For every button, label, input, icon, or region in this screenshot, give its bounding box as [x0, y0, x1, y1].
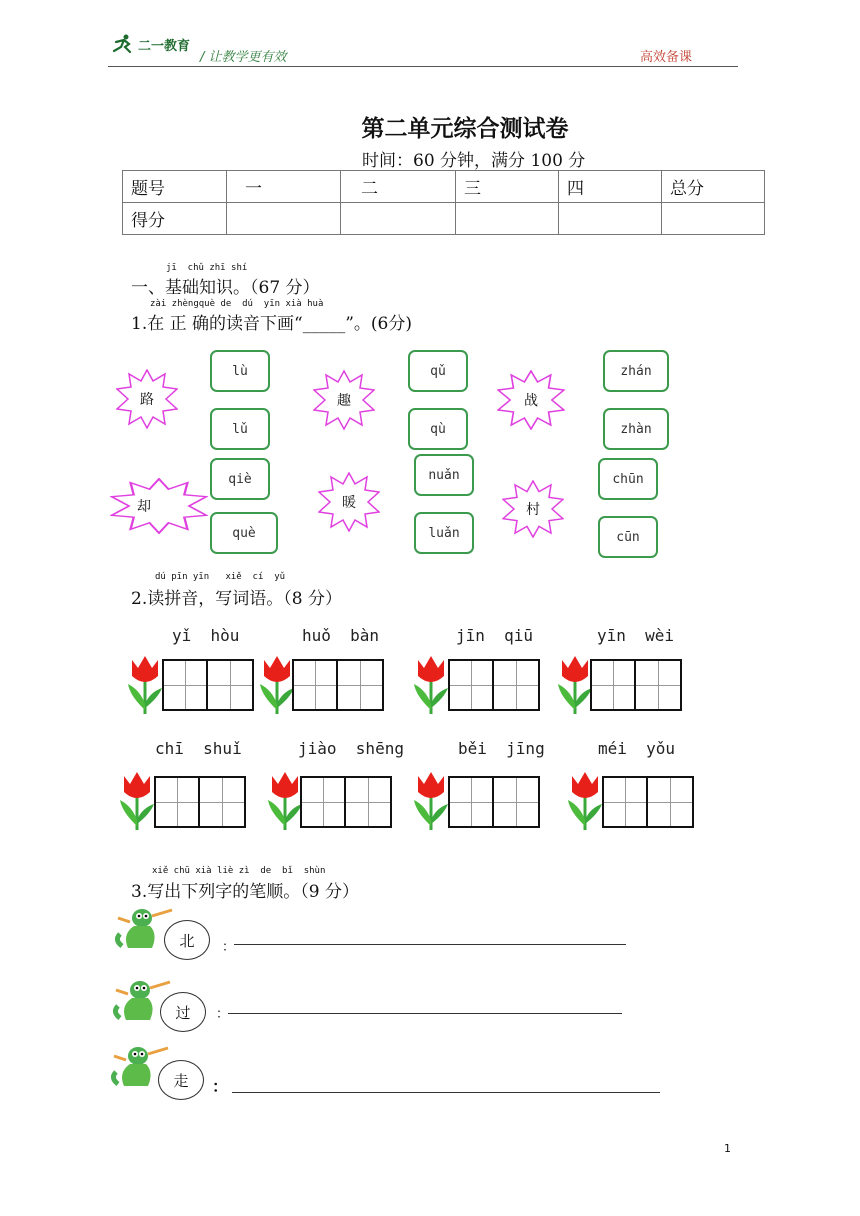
tagline: / 让教学更有效 [200, 50, 287, 65]
grid-cell[interactable] [162, 659, 208, 711]
char-label: 趣 [337, 393, 351, 409]
grid-cell[interactable] [494, 659, 540, 711]
colon: ： [216, 1007, 230, 1022]
tulip-icon [410, 652, 452, 716]
word-pinyin: jīn qiū [456, 626, 534, 645]
table-cell: 三 [456, 171, 559, 203]
writing-grid[interactable] [602, 776, 694, 828]
char-oval: 走 [158, 1060, 204, 1100]
brand-name: 二一教育 [138, 38, 191, 54]
score-input-cell[interactable] [456, 203, 559, 235]
table-row [123, 171, 765, 203]
grid-cell[interactable] [648, 776, 694, 828]
q3-text: 3.写出下列字的笔顺。（9 分） [131, 882, 359, 902]
score-input-cell[interactable] [559, 203, 662, 235]
grid-cell[interactable] [200, 776, 246, 828]
star-char [313, 370, 375, 430]
grid-cell[interactable] [338, 659, 384, 711]
brand-logo [110, 34, 190, 54]
grid-cell[interactable] [494, 776, 540, 828]
exam-subtitle: 时间：60 分钟，满分 100 分 [362, 151, 586, 171]
table-cell: 四 [559, 171, 662, 203]
char-label: 却 [137, 499, 151, 515]
grid-cell[interactable] [292, 659, 338, 711]
section1-pinyin: jī chǔ zhī shí [166, 263, 248, 273]
writing-grid[interactable] [300, 776, 392, 828]
score-input-cell[interactable] [341, 203, 456, 235]
word-pinyin: yǐ hòu [172, 626, 240, 645]
q1-pinyin: zài zhèngquè de dú yīn xià huà [150, 299, 324, 309]
writing-grid[interactable] [154, 776, 246, 828]
score-input-cell[interactable] [662, 203, 765, 235]
answer-line[interactable] [228, 1013, 622, 1014]
grid-cell[interactable] [154, 776, 200, 828]
page-number: 1 [724, 1142, 731, 1155]
answer-line[interactable] [232, 1092, 660, 1093]
grid-cell[interactable] [448, 659, 494, 711]
grid-cell[interactable] [300, 776, 346, 828]
grid-cell[interactable] [602, 776, 648, 828]
pinyin-option[interactable]: qǔ [408, 350, 468, 392]
writing-grid[interactable] [590, 659, 682, 711]
table-cell: 题号 [123, 171, 227, 203]
word-pinyin: huǒ bàn [302, 626, 380, 645]
pinyin-option[interactable]: què [210, 512, 278, 554]
star-char [116, 369, 178, 429]
runner-logo-icon [110, 34, 136, 54]
word-pinyin: chī shuǐ [155, 739, 242, 758]
answer-line[interactable] [234, 944, 626, 945]
writing-grid[interactable] [162, 659, 254, 711]
score-input-cell[interactable] [227, 203, 341, 235]
grid-cell[interactable] [346, 776, 392, 828]
word-pinyin: yīn wèi [597, 626, 675, 645]
tulip-icon [564, 768, 606, 832]
score-table [122, 170, 765, 235]
header-divider [108, 66, 738, 67]
char-oval: 过 [160, 992, 206, 1032]
pinyin-option[interactable]: lǔ [210, 408, 270, 450]
tulip-icon [410, 768, 452, 832]
char-label: 暖 [342, 495, 356, 511]
pinyin-option[interactable]: zhàn [603, 408, 669, 450]
grid-cell[interactable] [448, 776, 494, 828]
starburst-icon [110, 478, 208, 534]
q2-pinyin: dú pīn yīn xiě cí yǔ [155, 572, 286, 582]
pinyin-option[interactable]: chūn [598, 458, 658, 500]
table-cell: 二 [341, 171, 456, 203]
char-label: 村 [526, 502, 540, 518]
pinyin-option[interactable]: qù [408, 408, 468, 450]
word-pinyin: méi yǒu [598, 739, 676, 758]
pinyin-option[interactable]: qiè [210, 458, 270, 500]
writing-grid[interactable] [448, 659, 540, 711]
pinyin-option[interactable]: zhán [603, 350, 669, 392]
star-char [110, 478, 208, 534]
pinyin-option[interactable]: nuǎn [414, 454, 474, 496]
page-title: 第二单元综合测试卷 [361, 115, 569, 142]
writing-grid[interactable] [448, 776, 540, 828]
table-row [123, 203, 765, 235]
word-pinyin: jiào shēng [298, 739, 404, 758]
pinyin-option[interactable]: cūn [598, 516, 658, 558]
char-oval: 北 [164, 920, 210, 960]
tulip-icon [116, 768, 158, 832]
q1-text: 1.在 正 确的读音下画“_____”。(6分) [131, 314, 412, 334]
pinyin-option[interactable]: lù [210, 350, 270, 392]
grid-cell[interactable] [590, 659, 636, 711]
grid-cell[interactable] [208, 659, 254, 711]
word-pinyin: běi jīng [458, 739, 545, 758]
q2-text: 2.读拼音，写词语。（8 分） [131, 589, 342, 609]
colon: ： [222, 940, 236, 955]
char-label: 路 [140, 392, 154, 408]
star-char [502, 480, 564, 538]
q3-pinyin: xiě chū xià liè zì de bǐ shùn [152, 866, 326, 876]
section1-heading: 一、基础知识。（67 分） [131, 278, 320, 298]
tulip-icon [124, 652, 166, 716]
colon: ： [212, 1077, 229, 1096]
star-char [497, 370, 565, 430]
table-cell: 一 [227, 171, 341, 203]
writing-grid[interactable] [292, 659, 384, 711]
table-cell: 总分 [662, 171, 765, 203]
table-cell: 得分 [123, 203, 227, 235]
pinyin-option[interactable]: luǎn [414, 512, 474, 554]
star-char [318, 472, 380, 532]
header-right-label: 高效备课 [640, 50, 693, 65]
char-label: 战 [524, 393, 538, 409]
grid-cell[interactable] [636, 659, 682, 711]
